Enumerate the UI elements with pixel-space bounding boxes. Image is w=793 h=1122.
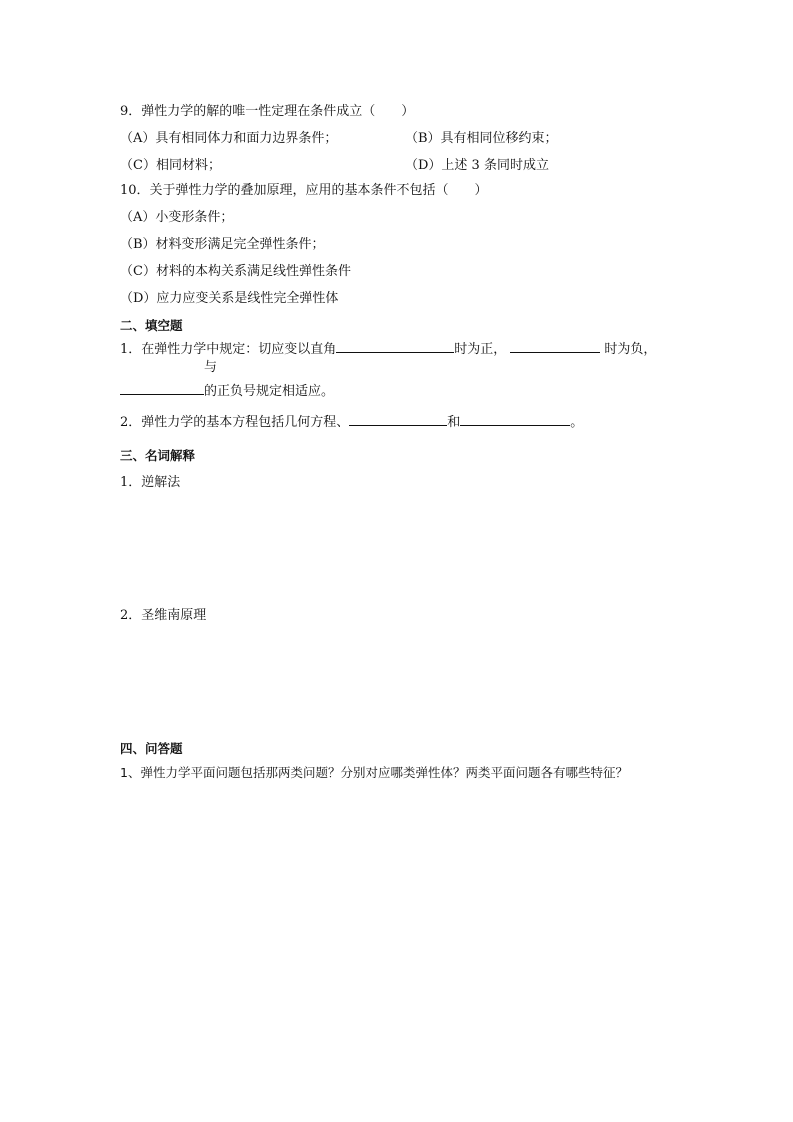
q9-stem: 9．弹性力学的解的唯一性定理在条件成立（ ） (120, 104, 415, 119)
fill-q1-blank-1[interactable] (336, 338, 454, 353)
fill-q2-line (120, 411, 583, 432)
fill-q1-blank-2[interactable] (510, 338, 600, 353)
term-1: 1．逆解法 (120, 475, 181, 490)
fill-q2-blank-1[interactable] (349, 411, 447, 426)
fill-q1-blank-3[interactable] (120, 380, 204, 395)
q9-option-d: （D）上述 3 条同时成立 (405, 158, 549, 173)
fill-q1-part4: 的正负号规定相适应。 (204, 384, 335, 399)
q10-stem: 10．关于弹性力学的叠加原理，应用的基本条件不包括（ ） (120, 183, 488, 198)
q9-option-c: （C）相同材料； (120, 158, 221, 173)
qa-q1: 1、弹性力学平面问题包括那两类问题？分别对应哪类弹性体？两类平面问题各有哪些特征？ (120, 765, 628, 780)
q10-option-b: （B）材料变形满足完全弹性条件； (120, 237, 325, 252)
fill-q1-part2: 时为正， (454, 342, 507, 357)
q10-option-a: （A）小变形条件； (120, 210, 234, 225)
fill-q2-part2: 和 (447, 415, 461, 430)
fill-q1-part3: 时为负， (600, 342, 657, 357)
fill-q1-line2 (120, 380, 334, 401)
q9-option-b: （B）具有相同位移约束； (405, 131, 558, 146)
q9-option-a: （A）具有相同体力和面力边界条件； (120, 131, 338, 146)
fill-q1-part1: 1．在弹性力学中规定：切应变以直角 (120, 342, 337, 357)
fill-q2-part3: 。 (570, 415, 584, 430)
qa-heading: 四、问答题 (120, 741, 183, 756)
q10-option-d: （D）应力应变关系是线性完全弹性体 (120, 291, 339, 306)
fill-q1-wrap: 与 (204, 360, 218, 375)
fill-q2-blank-2[interactable] (460, 411, 570, 426)
fill-heading: 二、填空题 (120, 318, 183, 333)
terms-heading: 三、名词解释 (120, 448, 196, 463)
term-2: 2．圣维南原理 (120, 608, 207, 623)
fill-q2-part1: 2．弹性力学的基本方程包括几何方程、 (120, 415, 350, 430)
q10-option-c: （C）材料的本构关系满足线性弹性条件 (120, 264, 351, 279)
fill-q1-line (120, 338, 656, 359)
